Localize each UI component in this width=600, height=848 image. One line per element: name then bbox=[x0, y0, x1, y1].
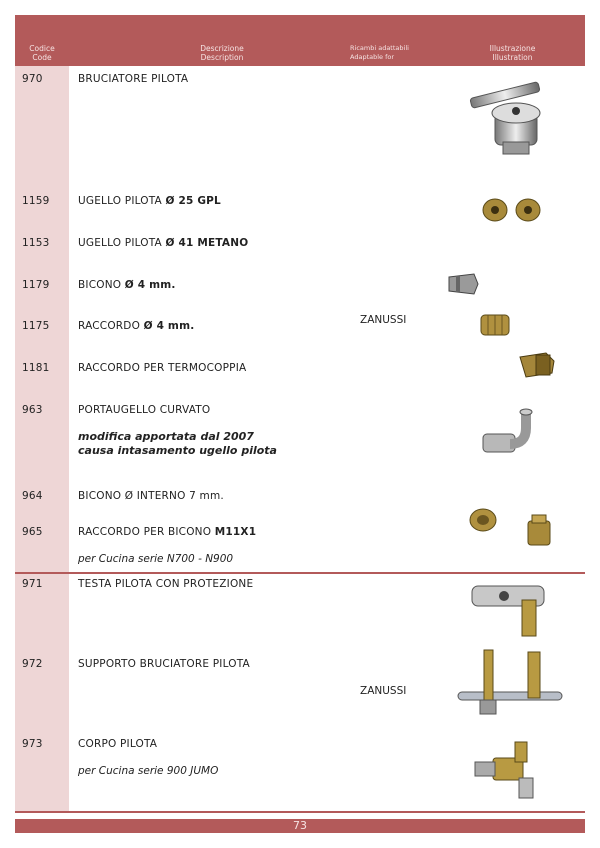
page-footer bbox=[15, 819, 585, 833]
item-spec: Ø 4 mm. bbox=[143, 320, 195, 332]
item-spec: Ø 4 mm. bbox=[124, 279, 176, 291]
item-spec: M11X1 bbox=[214, 526, 257, 538]
header-fit-it: Ricambi adattabili bbox=[350, 44, 409, 52]
item-name: UGELLO PILOTA bbox=[78, 237, 166, 249]
bicone-fitting-image bbox=[523, 513, 555, 549]
fitting-image bbox=[478, 311, 513, 339]
header-ill-it: Illustrazione bbox=[489, 44, 536, 53]
item-code: 1159 bbox=[22, 195, 50, 207]
series-note: per Cucina serie N700 - N900 bbox=[78, 553, 234, 565]
pilot-burner-image bbox=[465, 78, 555, 158]
item-code: 1179 bbox=[22, 279, 50, 291]
header-code-en: Code bbox=[32, 53, 52, 62]
bicone-image bbox=[446, 271, 481, 297]
item-code: 963 bbox=[22, 404, 43, 416]
item-code: 970 bbox=[22, 73, 43, 85]
top-band bbox=[15, 15, 585, 40]
item-name: BICONO Ø INTERNO 7 mm. bbox=[78, 490, 224, 502]
series-note: per Cucina serie 900 JUMO bbox=[78, 765, 219, 777]
item-name: RACCORDO PER TERMOCOPPIA bbox=[78, 362, 247, 374]
item-description bbox=[78, 578, 358, 590]
thermocouple-fitting-image bbox=[516, 351, 558, 379]
header-adaptable bbox=[350, 44, 440, 62]
item-description bbox=[78, 362, 358, 374]
header-desc-it: Descrizione bbox=[200, 44, 244, 53]
item-code: 964 bbox=[22, 490, 43, 502]
group-separator bbox=[15, 572, 585, 574]
item-code: 973 bbox=[22, 738, 43, 750]
pilot-burner-support-image bbox=[456, 648, 566, 720]
item-code: 971 bbox=[22, 578, 43, 590]
header-ill-en: Illustration bbox=[492, 53, 533, 62]
item-spec: Ø 41 METANO bbox=[165, 237, 249, 249]
adaptable-brand: ZANUSSI bbox=[360, 685, 407, 697]
modification-note-line1: modifica apportata dal 2007 bbox=[78, 430, 254, 443]
item-name: RACCORDO PER BICONO bbox=[78, 526, 215, 538]
item-code: 1181 bbox=[22, 362, 50, 374]
adaptable-brand: ZANUSSI bbox=[360, 314, 407, 326]
item-code: 1175 bbox=[22, 320, 50, 332]
item-description bbox=[78, 237, 358, 249]
item-spec: Ø 25 GPL bbox=[165, 195, 221, 207]
item-description bbox=[78, 404, 358, 416]
header-code-it: Codice bbox=[29, 44, 55, 53]
item-description bbox=[78, 73, 358, 85]
table-header bbox=[15, 40, 585, 66]
modification-note bbox=[78, 430, 277, 458]
item-name: BICONO bbox=[78, 279, 125, 291]
item-description bbox=[78, 490, 358, 502]
code-column-background bbox=[15, 66, 69, 811]
pilot-body-image bbox=[473, 740, 548, 802]
header-fit-en: Adaptable for bbox=[350, 53, 395, 61]
item-name: RACCORDO bbox=[78, 320, 144, 332]
item-description bbox=[78, 658, 358, 670]
bicone-internal-image bbox=[468, 505, 500, 535]
item-name: PORTAUGELLO CURVATO bbox=[78, 404, 211, 416]
header-desc-en: Description bbox=[200, 53, 244, 62]
item-code: 965 bbox=[22, 526, 43, 538]
item-name: UGELLO PILOTA bbox=[78, 195, 166, 207]
item-code: 1153 bbox=[22, 237, 50, 249]
item-name: BRUCIATORE PILOTA bbox=[78, 73, 189, 85]
item-name: SUPPORTO BRUCIATORE PILOTA bbox=[78, 658, 250, 670]
modification-note-line2: causa intasamento ugello pilota bbox=[78, 444, 277, 457]
header-illustration bbox=[445, 44, 580, 62]
item-description bbox=[78, 279, 358, 291]
item-description bbox=[78, 526, 358, 538]
header-code bbox=[15, 44, 69, 62]
item-code: 972 bbox=[22, 658, 43, 670]
item-description bbox=[78, 738, 358, 750]
item-name: CORPO PILOTA bbox=[78, 738, 158, 750]
item-description bbox=[78, 195, 358, 207]
nozzle-pair-image bbox=[480, 195, 545, 225]
curved-nozzle-holder-image bbox=[480, 406, 540, 461]
item-description bbox=[78, 320, 358, 332]
bottom-separator bbox=[15, 811, 585, 813]
page-number: 73 bbox=[293, 819, 307, 832]
pilot-head-image bbox=[470, 582, 552, 640]
header-description bbox=[77, 44, 367, 62]
item-name: TESTA PILOTA CON PROTEZIONE bbox=[78, 578, 254, 590]
